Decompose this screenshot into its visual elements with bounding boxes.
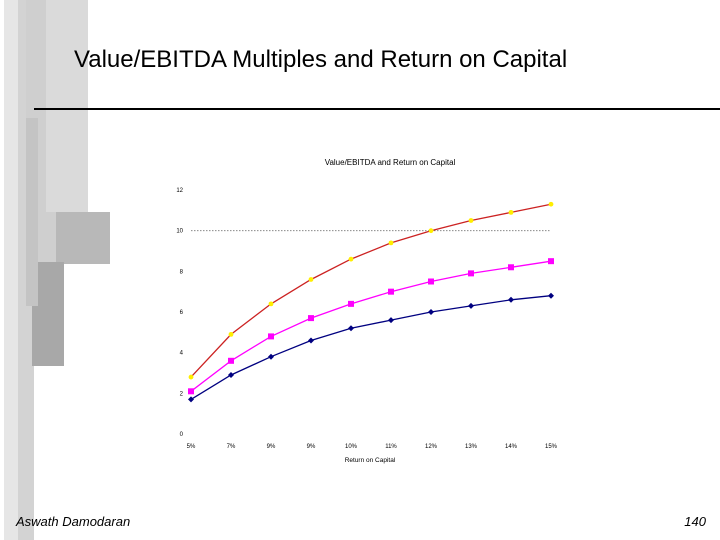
x-tick-label: 9% bbox=[266, 444, 276, 450]
x-tick-label: 5% bbox=[186, 444, 196, 450]
x-tick-label: 9% bbox=[306, 444, 316, 450]
data-point bbox=[308, 337, 314, 343]
x-tick-label: 12% bbox=[424, 444, 438, 450]
x-axis-label: Return on Capital bbox=[344, 457, 396, 464]
data-point bbox=[348, 301, 354, 307]
data-point bbox=[429, 228, 434, 233]
slide-title: Value/EBITDA Multiples and Return on Capital bbox=[74, 46, 568, 73]
data-point bbox=[389, 240, 394, 245]
data-point bbox=[548, 258, 554, 264]
data-point bbox=[268, 354, 274, 360]
data-point bbox=[508, 264, 514, 270]
data-point bbox=[229, 332, 234, 337]
data-point bbox=[188, 388, 194, 394]
x-tick-label: 14% bbox=[504, 444, 518, 450]
series-line-2 bbox=[191, 261, 551, 391]
data-point bbox=[388, 289, 394, 295]
series-line-1 bbox=[191, 204, 551, 377]
data-point bbox=[428, 279, 434, 285]
x-tick-label: 15% bbox=[544, 444, 558, 450]
data-point bbox=[309, 277, 314, 282]
data-point bbox=[268, 333, 274, 339]
data-point bbox=[469, 218, 474, 223]
data-point bbox=[388, 317, 394, 323]
data-point bbox=[188, 396, 194, 402]
data-point bbox=[228, 358, 234, 364]
x-tick-label: 13% bbox=[464, 444, 478, 450]
data-point bbox=[428, 309, 434, 315]
y-tick-label: 12 bbox=[176, 188, 183, 194]
page-number: 140 bbox=[684, 514, 706, 529]
data-point bbox=[468, 270, 474, 276]
x-tick-label: 7% bbox=[226, 444, 236, 450]
data-point bbox=[509, 210, 514, 215]
y-tick-label: 8 bbox=[179, 269, 183, 276]
y-tick-label: 4 bbox=[179, 350, 183, 357]
y-tick-label: 6 bbox=[179, 310, 183, 316]
data-point bbox=[348, 325, 354, 331]
data-point bbox=[308, 315, 314, 321]
series-line-3 bbox=[191, 296, 551, 400]
data-point bbox=[189, 375, 194, 380]
data-point bbox=[349, 257, 354, 262]
chart-title: Value/EBITDA and Return on Capital bbox=[324, 158, 456, 167]
data-point bbox=[468, 303, 474, 309]
data-point bbox=[508, 297, 514, 303]
y-tick-label: 10 bbox=[176, 228, 183, 235]
author-footer: Aswath Damodaran bbox=[16, 514, 131, 529]
y-tick-label: 0 bbox=[179, 432, 183, 438]
x-tick-label: 11% bbox=[385, 444, 397, 450]
x-tick-label: 10% bbox=[344, 444, 358, 450]
data-point bbox=[269, 301, 274, 306]
y-tick-label: 2 bbox=[179, 391, 183, 398]
data-point bbox=[548, 293, 554, 299]
data-point bbox=[228, 372, 234, 378]
data-point bbox=[549, 202, 554, 207]
